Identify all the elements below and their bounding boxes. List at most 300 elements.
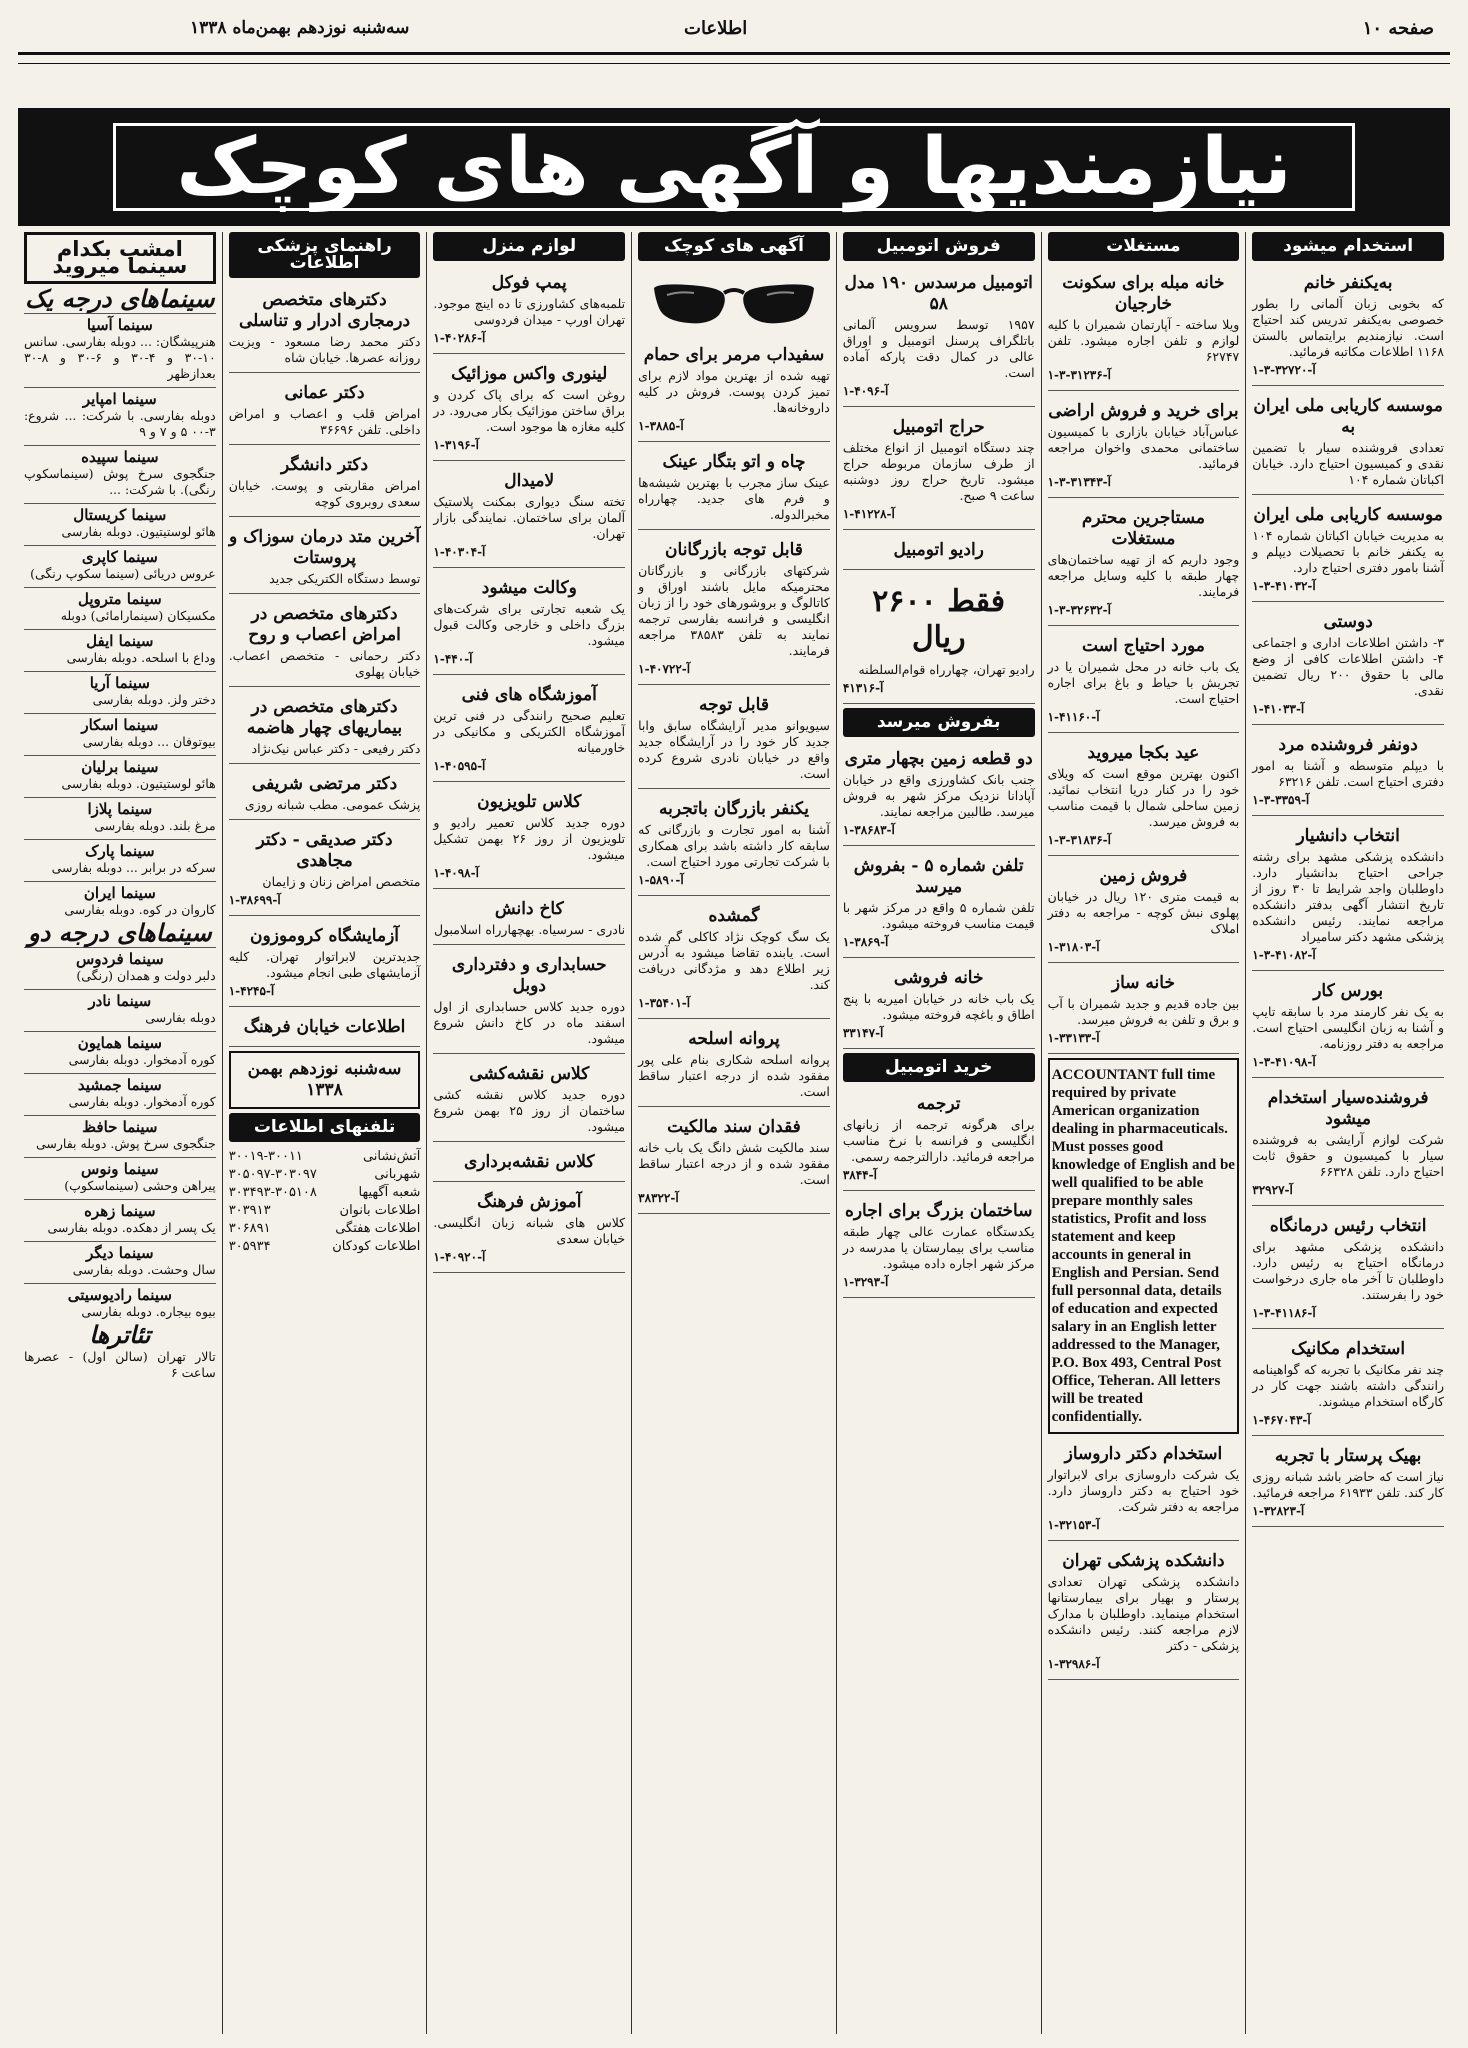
ad-text: عینک ساز مجرب با بهترین شیشه‌ها و فرم های جدید. چهارراه مخبرالدوله. <box>638 475 830 522</box>
ad-title: کلاس نقشه‌برداری <box>464 1152 595 1172</box>
cinema-name: سینما سپیده <box>24 445 216 466</box>
cinema-program: جنگجوی سرخ پوش. دوبله بفارسی <box>36 1136 216 1151</box>
column-medical-guide <box>222 232 427 2034</box>
phones-heading: تلفنهای اطلاعات <box>229 1113 421 1142</box>
cinema-program: کوره آدمخوار. دوبله بفارسی <box>68 1052 216 1067</box>
ad-text: یک باب خانه در محل شمیران یا در تجریش با حیاط و باغ برای اجاره احتیاج است. <box>1047 659 1240 706</box>
ad-title: اتومبیل مرسدس ۱۹۰ مدل ۵۸ <box>844 273 1033 314</box>
ad-title: به‌یکنفر خانم <box>1303 273 1393 293</box>
ad-code: آ-۴۱۱۶۰-۱ <box>1047 710 1100 724</box>
ad-code: آ-۴۱۰۹۸-۳-۱ <box>1252 1055 1316 1069</box>
ad-code: آ-۳۱۸۰۳-۱ <box>1047 940 1100 954</box>
ad-text: دوره جدید کلاس تعمیر رادیو و تلویزیون از روز ۲۶ بهمن تشکیل میشود. <box>433 815 626 862</box>
ad-title: دکترهای متخصص در بیماریهای چهار هاضمه <box>246 697 403 738</box>
ad-title: دکتر مرتضی شریفی <box>251 774 398 794</box>
ad-title: عید بکجا میروید <box>1087 743 1200 763</box>
cinema-listing <box>24 1031 216 1068</box>
ad-text: امراض قلب و اعصاب و امراض داخلی. تلفن ۳۶۶۹۶ <box>228 406 421 437</box>
ad-code: آ-۳۲۹۸۶-۱ <box>1047 1657 1100 1671</box>
cinema-program: مکسیکان (سینمارامائی) دوبله <box>60 608 216 623</box>
classified-ad <box>229 598 421 687</box>
ad-title: حسابداری و دفترداری دوبل <box>451 955 607 996</box>
ad-text: تلمبه‌های کشاورزی تا ده اینچ موجود. تهران اورپ - میدان فردوسی <box>433 296 626 327</box>
phone-number: ۳۰۶۸۹۱ <box>228 1221 271 1236</box>
ad-text: امراض مقاربتی و پوست. خیابان سعدی روبروی کوچه <box>228 478 421 509</box>
ad-text: آشنا به امور تجارت و بازرگانی که سابقه کار داشته باشد برای همکاری با شرکت تجارتی مورد احتیاج است. <box>638 822 830 869</box>
ad-code: آ-۴۱۲۲۸-۱ <box>842 507 895 521</box>
ad-code: آ-۳۱۳۴۳-۳-۱ <box>1047 475 1111 489</box>
classified-ad <box>843 267 1035 407</box>
cinema-program: دلبر دولت و همدان (رنگی) <box>76 968 216 983</box>
classified-ad <box>1048 630 1240 733</box>
ad-code: آ-۳۸۶۸۳-۱ <box>842 823 895 837</box>
ad-title: انتخاب دانشیار <box>1296 826 1400 846</box>
classified-ad <box>1252 390 1444 495</box>
classified-ad <box>229 1011 421 1047</box>
ad-title: استخدام مکانیک <box>1291 1339 1406 1359</box>
cinema-listing <box>24 445 216 498</box>
ad-title: موسسه کاریابی ملی ایران به <box>1253 396 1443 437</box>
classified-ad <box>229 920 421 1007</box>
cinema-name: سینما فردوس <box>24 947 216 968</box>
ad-text: چند نفر مکانیک با تجربه که گواهینامه رانندگی داشته باشند جهت کار در کارگاه استخدام میشوند. <box>1252 1362 1444 1409</box>
ad-code: آ-۳۱۲۳۶-۳-۱ <box>1047 368 1111 382</box>
classifieds-banner <box>18 108 1450 226</box>
classified-ad <box>1252 729 1444 816</box>
ad-list <box>1252 267 1444 1527</box>
ad-code: آ-۳۲۹۲۷ <box>1252 1183 1293 1197</box>
cinema-listing <box>24 671 216 708</box>
ad-title: کلاس تلویزیون <box>477 792 582 812</box>
cinema-program: پیراهن وحشی (سینماسکوپ) <box>64 1178 216 1193</box>
classified-ad <box>229 768 421 820</box>
ad-code: آ-۳۲۶۳۲-۳-۱ <box>1047 603 1111 617</box>
ad-title: یکنفر بازرگان باتجربه <box>658 799 809 819</box>
ad-title: دکترهای متخصص در امراض اعصاب و روح <box>248 604 401 645</box>
classified-ad <box>433 893 625 945</box>
phone-label: شعبه آگهیها <box>358 1185 421 1200</box>
header-rule <box>18 52 1450 64</box>
ad-code: آ-۴۱۱۸۶-۳-۱ <box>1252 1306 1316 1320</box>
cinema-listing <box>24 947 216 984</box>
ad-list <box>843 267 1035 704</box>
cinema-program: هائو لوستیتیون. دوبله بفارسی <box>61 776 216 791</box>
ad-code: آ-۴۰۹۲۰-۱ <box>433 1250 486 1264</box>
theater-text: تالار تهران (سالن اول) - عصرها ساعت ۶ <box>23 1349 216 1380</box>
classified-ad <box>433 1058 625 1142</box>
phone-label: اطلاعات کودکان <box>332 1239 421 1254</box>
ad-code: آ-۳۵۴۰۱-۱ <box>638 996 691 1010</box>
classified-ad <box>638 689 830 789</box>
phone-label: شهربانی <box>374 1167 421 1182</box>
ad-code: آ-۳۲۸۲۳-۱ <box>1252 1504 1305 1518</box>
cinema-listing <box>24 313 216 382</box>
column-heading: آگهی های کوچک <box>638 232 830 261</box>
cinema-program: سال وحشت. دوبله بفارسی <box>72 1262 216 1277</box>
ad-title: قابل توجه بازرگانان <box>665 540 803 560</box>
cinema-name: سینما پارک <box>24 839 216 860</box>
cinema-listing <box>24 839 216 876</box>
cinema-name: سینما دیگر <box>24 1241 216 1262</box>
column-real-estate <box>1041 232 1246 2034</box>
ad-text: متخصص امراض زنان و زایمان <box>262 874 421 889</box>
phone-number: ۳۰۳۴۹۳-۳۰۵۱۰۸ <box>228 1185 317 1200</box>
classified-ad <box>433 1186 625 1273</box>
theater-heading: تئاترها <box>89 1320 151 1349</box>
ad-text: اکنون بهترین موقع است که ویلای خود را در کنار دریا انتخاب نمائید. زمین ساحلی شمال با قیمت مناسب به فروش میرسد. <box>1047 766 1240 829</box>
ad-code: آ-۵۸۹۰-۱ <box>638 873 684 887</box>
phone-number: ۳۰۳۹۱۳ <box>228 1203 271 1218</box>
ad-code: آ-۳۲۱۵۳-۱ <box>1047 1518 1100 1532</box>
classified-ad <box>638 900 830 1019</box>
ad-text: توسط دستگاه الکتریکی جدید <box>269 571 421 586</box>
ad-text: تخته سنگ دیواری بمکنت پلاستیک آلمان برای ساختمان. نمایندگی بازار تهران. <box>433 494 626 541</box>
ad-title: گمشده <box>708 906 760 926</box>
ad-list <box>1048 267 1240 1054</box>
ad-title: رادیو اتومبیل <box>893 540 984 560</box>
ad-text: روغن است که برای پاک کردن و براق ساختن موزائیک بکار می‌رود. در کلیه مغازه ها موجود است. <box>433 387 626 434</box>
ad-title: ساختمان بزرگ برای اجاره <box>844 1201 1033 1221</box>
column-heading: مستغلات <box>1048 232 1240 261</box>
ad-code: آ-۳۸۸۵-۱ <box>638 419 684 433</box>
ad-code: آ-۴۱۰۳۲-۳-۱ <box>1252 579 1316 593</box>
classified-ad <box>433 358 625 461</box>
ad-title: انتخاب رئیس درمانگاه <box>1269 1216 1427 1236</box>
phone-number: ۳۰۵۹۳۴ <box>228 1239 271 1254</box>
ad-price: فقط ۲۶۰۰ ریال <box>872 584 1006 655</box>
classified-ad <box>433 679 625 782</box>
phone-number: ۳۰۰۱۹-۳۰۰۱۱ <box>228 1149 303 1164</box>
cinema-listing <box>24 1241 216 1278</box>
ad-text: ۱۹۵۷ توسط سرویس آلمانی باتلگراف پرسنل اتومبیل و اوراق عالی در کمال دقت پارکه آماده است. <box>842 317 1035 380</box>
phone-label: اطلاعات بانوان <box>339 1203 421 1218</box>
ad-code: آ-۴۰۵۹۵-۱ <box>433 759 486 773</box>
ad-list <box>638 339 830 1214</box>
classified-ad <box>843 1088 1035 1191</box>
phone-number: ۳۰۵۰۹۷-۳۰۳۰۹۷ <box>228 1167 317 1182</box>
ad-text: یک سگ کوچک نژاد کاکلی گم شده است. یابنده تقاضا میشود به آدرس زیر اطلاع دهد و مژدگانی دریافت کند. <box>638 929 830 992</box>
ad-text: دانشکده پزشکی مشهد برای درمانگاه احتیاج به رئیس دارد. داوطلبان تا آخر ماه جاری درخواست خود را بفرستند. <box>1252 1239 1444 1302</box>
page-number: صفحه ۱۰ <box>1362 18 1434 39</box>
ad-code: آ-۴۰۹۸-۱ <box>433 866 479 880</box>
ad-code: آ-۴۱۳۱۶ <box>842 681 884 695</box>
cinema-name: سینما متروپل <box>24 587 216 608</box>
ad-text: دانشکده پزشکی مشهد برای رشته جراحی احتیاج بدانشیار دارد. داوطلبان واجد شرایط تا ۳۰ روز از تاریخ انتشار آگهی بدفتر دانشکده مراجعه نمایند. رئیس دانشکده پزشکی مشهد دکتر سامیراد <box>1252 849 1444 944</box>
column-employment <box>1245 232 1450 2034</box>
ad-text: دانشکده پزشکی تهران تعدادی پرستار و بهیار برای بیمارستانها استخدام مینماید. داوطلبان با مدارک لازم مراجعه کنند. رئیس دانشکده پزشکی - دکتر <box>1047 1574 1240 1653</box>
cinema-name: سینما پلازا <box>24 797 216 818</box>
cinema-first-class-heading: سینماهای درجه یک <box>25 284 215 313</box>
cinema-program: جنگجوی سرخ پوش (سینماسکوپ رنگی). با شرکت: ... <box>23 466 216 497</box>
cinema-listing <box>24 587 216 624</box>
cinema-listing <box>24 629 216 666</box>
issue-date: سه‌شنبه نوزدهم بهمن‌ماه ۱۳۳۸ <box>190 18 410 38</box>
ad-text: چند دستگاه اتومبیل از انواع مختلف از طرف سازمان مربوطه حراج میشود. تاریخ حراج روز دوشنبه ساعت ۹ صبح. <box>842 440 1035 503</box>
ad-title: فروشنده‌سیار استخدام میشود <box>1267 1088 1429 1129</box>
ad-code: آ-۳۲۷۲۰-۳-۱ <box>1252 363 1316 377</box>
cinema-name: سینما کاپری <box>24 545 216 566</box>
column-car-sales <box>836 232 1041 2034</box>
classified-ad <box>843 534 1035 570</box>
ad-text: پزشک عمومی. مطب شبانه روزی <box>244 797 421 812</box>
phone-directory <box>229 1148 421 1256</box>
ad-text: جدیدترین لابراتوار تهران. کلیه آزمایشهای طبی انجام میشود. <box>228 949 421 980</box>
ad-title: دکترهای متخصص درمجاری ادرار و تناسلی <box>239 290 411 331</box>
ad-title: بهیک پرستار با تجربه <box>1274 1446 1422 1466</box>
ad-text: برای هرگونه ترجمه از زبانهای انگلیسی و فرانسه با نرخ مناسب مراجعه فرمائید. دارالترجمه رسمی. <box>842 1117 1035 1164</box>
ad-title: آموزش فرهنگ <box>477 1192 582 1212</box>
classified-ad <box>843 411 1035 530</box>
phone-row <box>229 1166 421 1184</box>
ad-title: دو قطعه زمین بچهار متری <box>844 749 1033 769</box>
ad-title: خانه ساز <box>1111 973 1175 993</box>
classified-ad <box>1252 1210 1444 1329</box>
ad-title: کاخ دانش <box>494 899 564 919</box>
classified-ad <box>433 465 625 568</box>
ad-title: وکالت میشود <box>481 578 577 598</box>
classified-ad <box>1252 820 1444 971</box>
classified-ad <box>1252 499 1444 602</box>
classified-ad <box>433 572 625 675</box>
classified-ad <box>638 534 830 685</box>
classified-ad <box>1048 860 1240 963</box>
ad-list <box>433 267 625 1273</box>
ad-text: تعدادی فروشنده سیار با تضمین نقدی و کمیسیون احتیاج دارد. خیابان اکباتان شماره ۱۰۴ <box>1252 440 1444 487</box>
ad-text: کلاس های شبانه زبان انگلیسی. خیابان سعدی <box>433 1215 626 1246</box>
columns-container <box>18 232 1450 2034</box>
cinema-name: سینما ایران <box>24 881 216 902</box>
ad-list <box>843 743 1035 1049</box>
ad-text: نیاز است که حاضر باشد شبانه روزی کار کند. تلفن ۶۱۹۳۳ مراجعه فرمائید. <box>1252 1469 1444 1500</box>
column-heading: راهنمای پزشکی اطلاعات <box>229 232 421 278</box>
cinema-listing <box>24 387 216 440</box>
ad-text: دکتر رحمانی - متخصص اعصاب. خیابان پهلوی <box>228 648 421 679</box>
classified-ad <box>1252 267 1444 386</box>
ad-title: برای خرید و فروش اراضی <box>1048 401 1239 421</box>
calendar-title: سه‌شنبه نوزدهم بهمن ۱۳۳۸ <box>247 1059 402 1100</box>
classified-ad <box>638 1111 830 1214</box>
ad-title: ترجمه <box>916 1094 961 1114</box>
cinema-program: یک پسر از دهکده. دوبله بفارسی <box>47 1220 216 1235</box>
ad-list <box>843 1088 1035 1298</box>
ad-code: آ-۳۳۵۹-۳-۱ <box>1252 793 1310 807</box>
classified-ad <box>843 574 1035 704</box>
ad-text: یکدستگاه عمارت عالی چهار طبقه مناسب برای بیمارستان یا مدرسه در مرکز شهر اجاره داده میشود. <box>842 1224 1035 1271</box>
ad-title: مورد احتیاج است <box>1082 636 1205 656</box>
cinema-name: سینما زهره <box>24 1199 216 1220</box>
cinema-name: سینما امپایر <box>24 387 216 408</box>
classified-ad <box>1048 1545 1240 1680</box>
cinema-listing <box>24 989 216 1026</box>
column-subheading: خرید اتومبیل <box>843 1053 1035 1082</box>
classified-ad <box>229 521 421 594</box>
phone-label: آتش‌نشانی <box>362 1149 421 1164</box>
ad-text: با دیپلم متوسطه و آشنا به امور دفتری احتیاج است. تلفن ۶۳۲۱۶ <box>1252 758 1444 789</box>
ad-title: بورس کار <box>1313 981 1384 1001</box>
classified-ad <box>433 786 625 889</box>
cinema-list <box>24 947 216 1320</box>
classified-ad <box>433 267 625 354</box>
ad-code: آ-۴۴۰-۱ <box>433 652 473 666</box>
cinema-name: سینما رادیوسیتی <box>24 1283 216 1304</box>
cinema-listing <box>24 1157 216 1194</box>
ad-text: دکتر محمد رضا مسعود - ویزیت روزانه عصرها. خیابان شاه <box>228 334 421 365</box>
cinema-list <box>24 313 216 918</box>
eyeglasses-illustration <box>638 267 830 339</box>
cinema-program: کاروان در کوه. دوبله بفارسی <box>64 902 216 917</box>
classified-ad <box>843 1195 1035 1298</box>
ad-title: دکتر صدیقی - دکتر مجاهدی <box>256 830 393 871</box>
ad-code: آ-۳۱۹۶-۱ <box>433 438 479 452</box>
classified-ad <box>1048 737 1240 856</box>
classified-ad <box>843 962 1035 1049</box>
classified-ad <box>229 377 421 445</box>
ad-text: که بخوبی زبان آلمانی را بطور خصوصی به‌یکنفر تدریس کند احتیاج است. نیازمندیم برایتماس بالستن ۱۱۶۸ اطلاعات مکاتبه فرمائید. <box>1252 296 1444 359</box>
cinema-name: سینما ایفل <box>24 629 216 650</box>
column-small-ads <box>631 232 836 2034</box>
ad-title: آخرین متد درمان سوزاک و پروستات <box>229 527 421 568</box>
ad-text: یک شعبه تجارتی برای شرکت‌های بزرگ داخلی و خارجی وکالت قبول میشود. <box>433 601 626 648</box>
ad-title: فروش زمین <box>1099 866 1188 886</box>
ad-code: آ-۳۸۶۹۹-۱ <box>228 893 281 907</box>
ad-title: چاه و اتو بتگار عینک <box>662 452 806 472</box>
ad-title: دکتر عمانی <box>284 383 365 403</box>
ad-text: سند مالکیت شش دانگ یک باب خانه مفقود شده و از درجه اعتبار ساقط است. <box>638 1140 830 1187</box>
ad-text: بین جاده قدیم و جدید شمیران با آب و برق و تلفن به فروش میرسد. <box>1047 996 1240 1027</box>
cinema-listing <box>24 797 216 834</box>
cinema-name: سینما کریستال <box>24 503 216 524</box>
ad-list <box>229 284 421 1047</box>
ad-title: دکتر دانشگر <box>281 455 369 475</box>
cinema-program: بیوه بیجاره. دوبله بفارسی <box>81 1304 216 1319</box>
ad-title: خانه فروشی <box>893 968 984 988</box>
cinema-name: سینما حافظ <box>24 1115 216 1136</box>
cinema-listing <box>24 1073 216 1110</box>
ad-code: آ-۳۳۱۳۳-۱ <box>1047 1031 1100 1045</box>
ad-title: آموزشگاه های فنی <box>461 685 597 705</box>
ad-text: پروانه اسلحه شکاری بنام علی پور مفقود شده از درجه اعتبار ساقط است. <box>638 1052 830 1099</box>
ad-text: دوره جدید کلاس نقشه کشی ساختمان از روز ۲۵ بهمن شروع میشود. <box>433 1087 626 1134</box>
cinema-name: سینما برلیان <box>24 755 216 776</box>
ad-code: آ-۴۰۷۲۲-۱ <box>638 662 691 676</box>
cinema-name: سینما همایون <box>24 1031 216 1052</box>
classified-ad <box>1252 606 1444 725</box>
ad-text: به یک نفر کارمند مرد با سابقه تایپ و آشنا به زبان انگلیسی احتیاج است. مراجعه به دفتر روزنامه. <box>1252 1004 1444 1051</box>
phone-row <box>229 1202 421 1220</box>
cinema-name: سینما نادر <box>24 989 216 1010</box>
classified-ad <box>638 1023 830 1107</box>
ad-code: آ-۳۲۹۳-۱ <box>842 1275 889 1289</box>
cinema-listing <box>24 1115 216 1152</box>
ad-title: تلفن شماره ۵ - بفروش میرسد <box>853 856 1024 897</box>
ad-text: رادیو تهران، چهارراه قوام‌السلطنه <box>858 662 1035 677</box>
ad-code: آ-۴۲۴۵-۱ <box>228 984 275 998</box>
eyeglasses-icon <box>649 273 819 333</box>
cinema-program: دختر ولز. دوبله بفارسی <box>92 692 216 707</box>
ad-text: دوره جدید کلاس حسابداری از اول اسفند ماه در کاخ دانش شروع میشود. <box>433 999 626 1046</box>
ad-text: به قیمت متری ۱۲۰ ریال در خیابان پهلوی نبش کوچه - مراجعه به دفتر املاک <box>1047 889 1240 936</box>
classified-ad <box>1252 1333 1444 1436</box>
ad-text: دکتر رفیعی - دکتر عباس نیک‌نژاد <box>251 741 421 756</box>
cinema-heading: امشب بکدام سینما میروید <box>24 232 216 284</box>
ad-title: سفیداب مرمر برای حمام <box>643 345 825 365</box>
newspaper-name: اطلاعات <box>684 18 748 39</box>
column-heading: فروش اتومبیل <box>843 232 1035 261</box>
column-cinemas <box>18 232 222 2034</box>
calendar-box <box>229 1051 421 1109</box>
phone-label: اطلاعات هفتگی <box>335 1221 421 1236</box>
column-household <box>426 232 631 2034</box>
cinema-program: دوبله بفارسی. با شرکت: ... شروع: ۳-۰۰ ۵ و ۷ و ۹ <box>23 408 216 439</box>
cinema-name: سینما اسکار <box>24 713 216 734</box>
ad-title: قابل توجه <box>699 695 769 715</box>
classified-ad <box>433 1146 625 1182</box>
ad-text: شرکتهای بازرگانی و بازرگانان محترمیکه مایل باشند اوراق و کاتالوگ و بروشورهای خود را از زبان انگلیسی و فرانسه بفارسی ترجمه نمایند به تلفن ۳۸۵۸۳ مراجعه فرمایند. <box>638 563 830 658</box>
ad-text: سیویوانو مدیر آرایشگاه سابق وابا جدید کار خود را در آرایشگاه جدید واقع در خیابان نادری شروع کرده است. <box>638 718 830 781</box>
ad-text: ۳- داشتن اطلاعات اداری و اجتماعی ۴- داشتن اطلاعات کافی از وضع مالی با حقوق ۲۰۰ ریال تضمین نقدی. <box>1252 635 1444 698</box>
cinema-program: هائو لوستیتیون. دوبله بفارسی <box>61 524 216 539</box>
ad-code: آ-۳۸۴۴ <box>842 1168 877 1182</box>
ad-text: عباس‌آباد خیابان بازاری با کمیسیون ساختمانی محمدی واخوان مراجعه فرمائید. <box>1047 424 1240 471</box>
ad-code: آ-۳۳۱۴۷ <box>842 1026 884 1040</box>
ad-code: آ-۴۰۳۰۴-۱ <box>433 545 486 559</box>
cinema-name: سینما ونوس <box>24 1157 216 1178</box>
cinema-name: سینما آسیا <box>24 313 216 334</box>
classified-ad <box>843 850 1035 958</box>
banner-title: نیازمندیها و آگهی های کوچک <box>113 123 1354 211</box>
ad-title: لینوری واکس موزائیک <box>451 364 608 384</box>
ad-code: آ-۴۶۷۰۴۳-۱ <box>1252 1413 1311 1427</box>
classified-ad <box>1048 502 1240 626</box>
classified-ad <box>229 284 421 373</box>
ad-text: نادری - سرسیاه. بهچهارراه اسلامبول <box>433 922 626 937</box>
ad-title: اطلاعات خیابان فرهنگ <box>243 1017 406 1037</box>
cinema-program: وداع با اسلحه. دوبله بفارسی <box>66 650 216 665</box>
cinema-program: عروس دریائی (سینما سکوپ رنگی) <box>30 566 216 581</box>
cinema-listing <box>24 755 216 792</box>
classified-ad <box>638 339 830 442</box>
ad-title: حراج اتومبیل <box>892 417 985 437</box>
classified-ad <box>229 691 421 764</box>
ad-title: موسسه کاریابی ملی ایران <box>1253 505 1443 525</box>
ad-code: آ-۳۸۳۲۲ <box>638 1191 679 1205</box>
ad-text: یک شرکت داروسازی برای لابراتوار خود احتیاج به دکتر داروساز دارد. مراجعه به دفتر شرکت. <box>1047 1467 1240 1514</box>
english-accountant-ad: ACCOUNTANT full time required by private American organization dealing in pharmaceuticals. Must posses good knowledge of English and be well qualified to be able prepare monthly sales statistics, Profit and loss statement and keep accounts in general in English and Persian. Send full personnal data, details of education and expected salary in an English letter addressed to the Manager, P.O. Box 493, Central Post Office, Teheran. All letters will be treated confidentially. <box>1048 1058 1240 1434</box>
phone-row <box>229 1238 421 1256</box>
cinema-program: دوبله بفارسی <box>145 1010 216 1025</box>
column-heading: لوازم منزل <box>433 232 625 261</box>
ad-title: آزمایشگاه کروموزون <box>250 926 400 946</box>
phone-row <box>229 1184 421 1202</box>
ad-code: آ-۳۸۶۹-۱ <box>842 935 889 949</box>
ad-title: دانشکده پزشکی تهران <box>1062 1551 1225 1571</box>
cinema-program: هنرپیشگان: ... دوبله بفارسی. سانس ۱۰-۳۰ و ۴-۳۰ و ۶-۳۰ و ۸-۳۰ بعدازظهر <box>23 334 216 381</box>
cinema-program: مرغ بلند. دوبله بفارسی <box>94 818 216 833</box>
classified-ad <box>1048 267 1240 391</box>
ad-text: یک باب خانه در خیابان امیریه با پنج اطاق و باغچه فروخته میشود. <box>842 991 1035 1022</box>
ad-list <box>1048 1438 1240 1680</box>
cinema-name: سینما آریا <box>24 671 216 692</box>
cinema-program: کوره آدمخوار. دوبله بفارسی <box>68 1094 216 1109</box>
classified-ad <box>1252 1082 1444 1206</box>
cinema-program: سرکه در برابر ... دوبله بفارسی <box>51 860 216 875</box>
ad-text: تهیه شده از بهترین مواد لازم برای تمیز کردن پوست. فروش در کلیه داروخانه‌ها. <box>638 368 830 415</box>
ad-title: خانه مبله برای سکونت خارجیان <box>1062 273 1225 314</box>
ad-title: لامیدال <box>504 471 555 491</box>
classified-ad <box>638 793 830 896</box>
cinema-name: سینما جمشید <box>24 1073 216 1094</box>
ad-title: فقدان سند مالکیت <box>667 1117 801 1137</box>
